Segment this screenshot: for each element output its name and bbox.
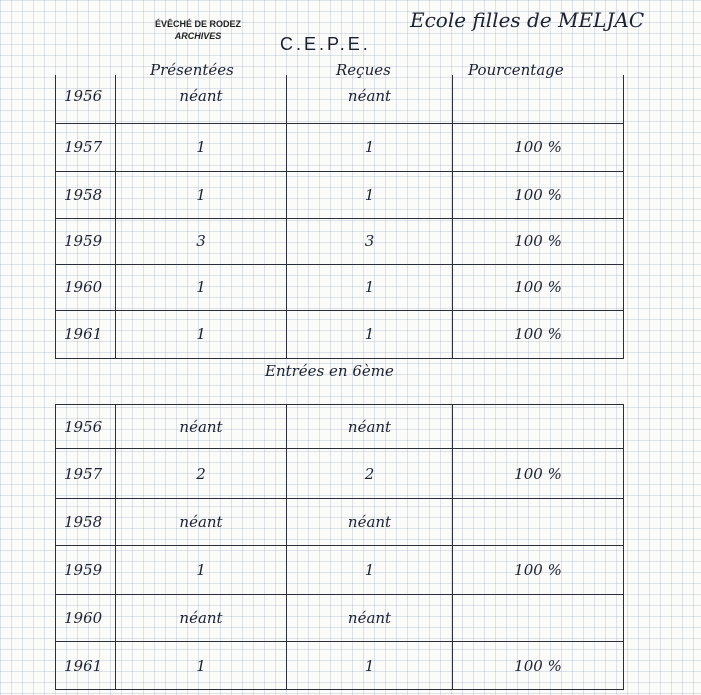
presentees-cell: 3 — [116, 218, 287, 264]
pct-cell — [453, 405, 624, 449]
section2-title: Entrées en 6ème — [265, 362, 394, 380]
recues-cell: 1 — [287, 171, 453, 218]
table-row — [56, 310, 624, 358]
entrees-table — [55, 404, 624, 690]
table-row — [56, 405, 624, 449]
table-row — [56, 264, 624, 310]
recues-cell: 3 — [287, 218, 453, 264]
archive-stamp — [148, 18, 248, 42]
header-recues: Reçues — [336, 61, 391, 79]
table-row — [56, 123, 624, 171]
stamp-line-2: ARCHIVES — [174, 31, 222, 41]
year-cell: 1959 — [56, 218, 116, 264]
presentees-cell: 1 — [116, 123, 287, 171]
pct-cell — [453, 595, 624, 642]
presentees-cell: 1 — [116, 264, 287, 310]
presentees-cell: 1 — [116, 642, 287, 690]
header-pourcentage: Pourcentage — [468, 61, 564, 79]
school-title: Ecole filles de MELJAC — [410, 8, 645, 32]
recues-cell: néant — [287, 405, 453, 449]
table-row — [56, 171, 624, 218]
recues-cell: néant — [287, 499, 453, 546]
table-row — [56, 642, 624, 690]
year-cell: 1958 — [56, 171, 116, 218]
recues-cell: 1 — [287, 546, 453, 595]
pct-cell: 100 % — [453, 310, 624, 358]
year-cell: 1957 — [56, 449, 116, 499]
presentees-cell: néant — [116, 75, 287, 123]
recues-cell: 1 — [287, 310, 453, 358]
presentees-cell: néant — [116, 405, 287, 449]
presentees-cell: 1 — [116, 171, 287, 218]
table-row — [56, 499, 624, 546]
pct-cell — [453, 499, 624, 546]
table-row — [56, 75, 624, 123]
pct-cell: 100 % — [453, 218, 624, 264]
table-row — [56, 546, 624, 595]
recues-cell: néant — [287, 75, 453, 123]
pct-cell: 100 % — [453, 264, 624, 310]
pct-cell — [453, 75, 624, 123]
presentees-cell: 1 — [116, 546, 287, 595]
year-cell: 1956 — [56, 405, 116, 449]
year-cell: 1961 — [56, 642, 116, 690]
recues-cell: 1 — [287, 123, 453, 171]
pct-cell: 100 % — [453, 449, 624, 499]
year-cell: 1960 — [56, 595, 116, 642]
recues-cell: 1 — [287, 642, 453, 690]
year-cell: 1961 — [56, 310, 116, 358]
table-row — [56, 449, 624, 499]
recues-cell: 2 — [287, 449, 453, 499]
recues-cell: néant — [287, 595, 453, 642]
cepe-table — [55, 75, 624, 359]
presentees-cell: néant — [116, 499, 287, 546]
presentees-cell: néant — [116, 595, 287, 642]
year-cell: 1960 — [56, 264, 116, 310]
recues-cell: 1 — [287, 264, 453, 310]
pct-cell: 100 % — [453, 123, 624, 171]
presentees-cell: 1 — [116, 310, 287, 358]
table-row — [56, 218, 624, 264]
presentees-cell: 2 — [116, 449, 287, 499]
year-cell: 1959 — [56, 546, 116, 595]
year-cell: 1958 — [56, 499, 116, 546]
pct-cell: 100 % — [453, 546, 624, 595]
section1-title: C.E.P.E. — [280, 34, 371, 54]
pct-cell: 100 % — [453, 642, 624, 690]
stamp-line-1: ÉVÊCHÉ DE RODEZ — [154, 19, 241, 29]
table-row — [56, 595, 624, 642]
year-cell: 1957 — [56, 123, 116, 171]
header-presentees: Présentées — [150, 61, 234, 79]
year-cell: 1956 — [56, 75, 116, 123]
pct-cell: 100 % — [453, 171, 624, 218]
